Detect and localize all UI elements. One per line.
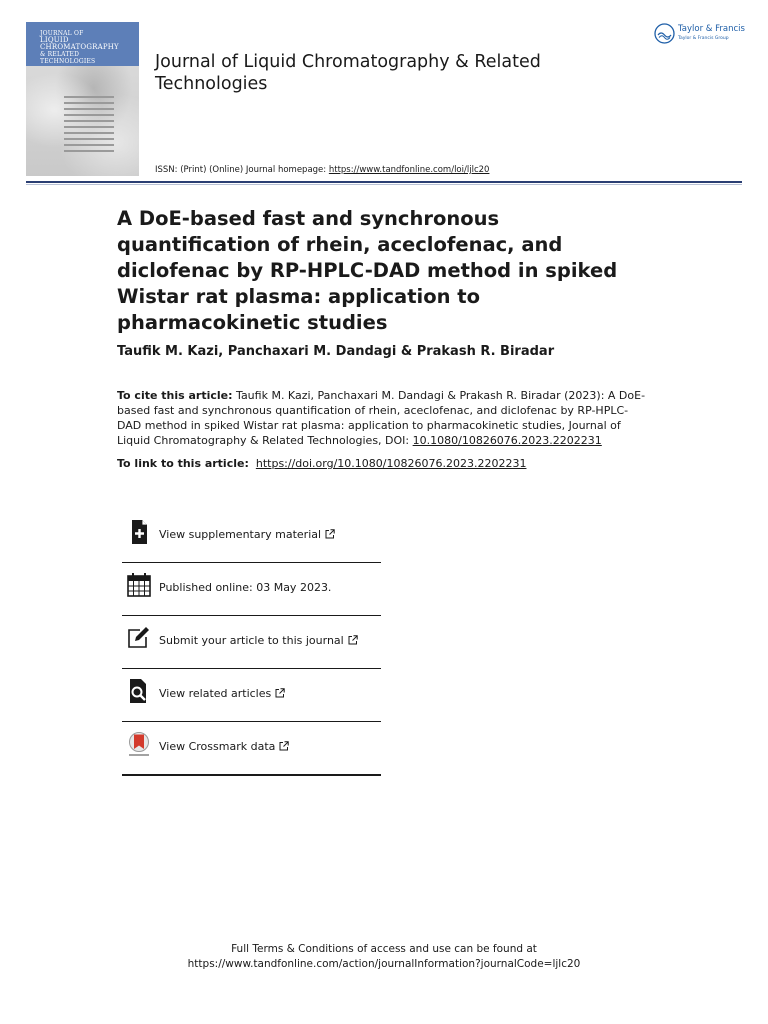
- citation-text: Taufik M. Kazi, Panchaxari M. Dandagi & Prakash R. Biradar (2023): A DoE-based fast and synchronous quantification of rhein, aceclofenac, and diclofenac by RP-HPLC-DAD method in spiked Wistar rat plasma: application to pharmacokinetic studies, Journal of Liquid Chromatography & Related Technologies, DOI:: [117, 389, 646, 447]
- external-link-icon: [275, 688, 285, 698]
- journal-homepage-link[interactable]: https://www.tandfonline.com/loi/ljlc20: [328, 165, 490, 175]
- doi-link[interactable]: 10.1080/10826076.2023.2202231: [412, 434, 602, 447]
- terms-url[interactable]: https://www.tandfonline.com/action/journalInformation?journalCode=ljlc20: [187, 958, 581, 970]
- cover-title-line: & RELATED TECHNOLOGIES: [40, 51, 96, 65]
- header-divider: [26, 181, 742, 183]
- publisher-name: Taylor & Francis: [678, 24, 745, 34]
- crossmark-icon: [126, 731, 152, 757]
- terms-footer: [0, 942, 768, 972]
- cover-title: [40, 30, 136, 65]
- action-crossmark-data[interactable]: [122, 722, 381, 776]
- publisher-logo-icon: [654, 23, 675, 44]
- cover-title-line: JOURNAL OF: [40, 30, 84, 37]
- article-actions: [122, 510, 381, 776]
- file-plus-icon: [126, 519, 152, 545]
- header-divider-shadow: [26, 184, 742, 185]
- cover-title-line: LIQUID: [40, 36, 69, 44]
- article-title: A DoE-based fast and synchronous quantification of rhein, aceclofenac, and diclofenac by RP-HPLC-DAD method in spiked Wistar rat plasma: application to pharmacokinetic studies: [117, 207, 618, 334]
- action-label: View Crossmark data: [159, 740, 289, 753]
- terms-line: Full Terms & Conditions of access and use can be found at: [231, 943, 537, 955]
- action-label: Published online: 03 May 2023.: [159, 581, 332, 594]
- journal-title: Journal of Liquid Chromatography & Related Technologies: [155, 52, 541, 94]
- journal-cover-image: [26, 22, 139, 176]
- cover-title-line: CHROMATOGRAPHY: [40, 43, 119, 51]
- article-doi-url[interactable]: https://doi.org/10.1080/10826076.2023.2202231: [255, 457, 527, 470]
- edit-icon: [126, 625, 152, 651]
- action-label: View supplementary material: [159, 528, 335, 541]
- article-link-label: To link to this article:: [117, 457, 249, 470]
- action-submit-article[interactable]: [122, 616, 381, 669]
- search-document-icon: [126, 678, 152, 704]
- external-link-icon: [325, 529, 335, 539]
- issn-text: ISSN: (Print) (Online) Journal homepage:: [155, 165, 327, 175]
- publisher-group: Taylor & Francis Group: [678, 36, 729, 41]
- publisher-logo[interactable]: [654, 22, 746, 46]
- action-published-online: [122, 563, 381, 616]
- citation-label: To cite this article:: [117, 389, 233, 402]
- action-label: View related articles: [159, 687, 285, 700]
- citation-block: [117, 388, 647, 448]
- article-link-line: [117, 457, 526, 470]
- calendar-icon: [126, 572, 152, 598]
- cover-contents-lines: [64, 96, 114, 156]
- external-link-icon: [279, 741, 289, 751]
- action-related-articles[interactable]: [122, 669, 381, 722]
- article-authors: Taufik M. Kazi, Panchaxari M. Dandagi & Prakash R. Biradar: [117, 344, 555, 359]
- issn-line: [155, 165, 489, 175]
- external-link-icon: [348, 635, 358, 645]
- action-supplementary-material[interactable]: [122, 510, 381, 563]
- action-label: Submit your article to this journal: [159, 634, 358, 647]
